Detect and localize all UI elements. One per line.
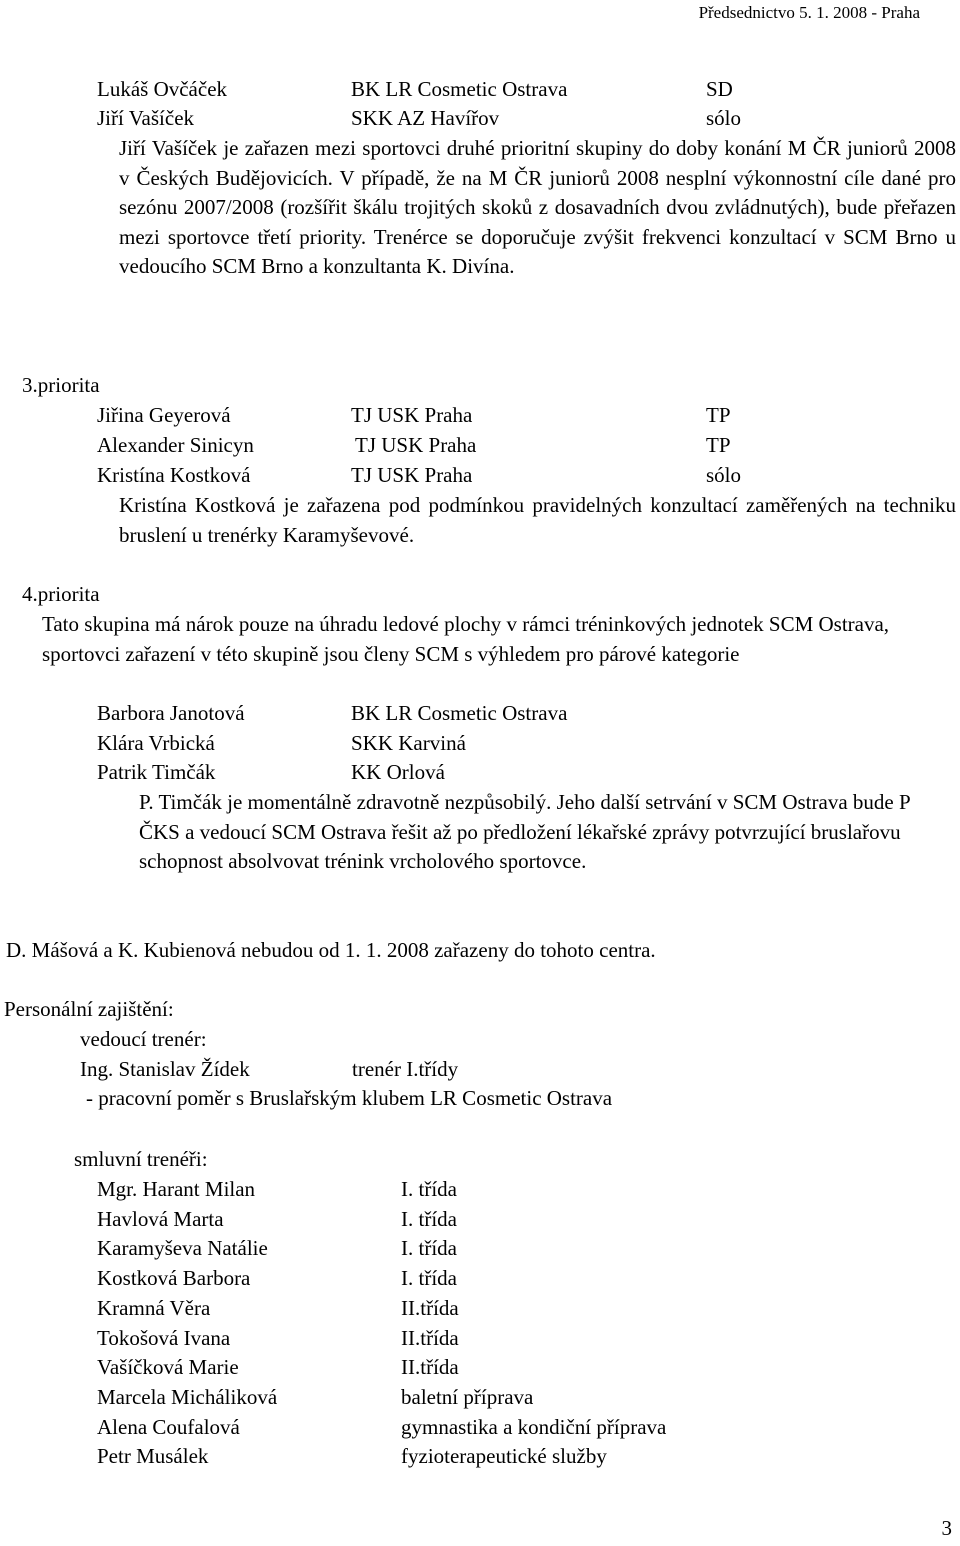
- athlete-name: Kristína Kostková: [97, 463, 251, 487]
- trainer-name: Tokošová Ivana: [97, 1326, 231, 1350]
- trainer-name: Petr Musálek: [97, 1444, 209, 1468]
- athlete-name: Barbora Janotová: [97, 701, 245, 725]
- athlete-club: TJ USK Praha: [351, 403, 473, 427]
- trainer-name: Mgr. Harant Milan: [97, 1177, 256, 1201]
- athlete-club: SKK Karviná: [351, 731, 466, 755]
- trainer-name: Karamyševa Natálie: [97, 1236, 268, 1260]
- removal-note: D. Mášová a K. Kubienová nebudou od 1. 1. 2008 zařazeny do tohoto centra.: [6, 938, 656, 962]
- contract-trainers-label: smluvní trenéři:: [74, 1147, 208, 1171]
- trainer-name: Alena Coufalová: [97, 1415, 240, 1439]
- athlete-name: Lukáš Ovčáček: [97, 77, 228, 101]
- lead-trainer-label: vedoucí trenér:: [80, 1027, 207, 1051]
- athlete-club: TJ USK Praha: [351, 463, 473, 487]
- athlete-name: Jiřina Geyerová: [97, 403, 231, 427]
- athlete-discipline: sólo: [706, 106, 742, 130]
- athlete-discipline: TP: [706, 403, 731, 427]
- trainer-role: II.třída: [401, 1326, 459, 1350]
- athlete-name: Klára Vrbická: [97, 731, 215, 755]
- note-paragraph: Jiří Vašíček je zařazen mezi sportovci druhé prioritní skupiny do doby konání M ČR juniorů 2008 v Českých Budějovicích. V případě, že na M ČR juniorů 2008 nesplní výkonnostní cíle dané pro sezónu 2007/2008 (rozšířit škálu trojitých skoků z dosavadních dvou zvládnutých), bude přeřazen mezi sportovce třetí priority. Trenérce se doporučuje zvýšit frekvenci konzultací v SCM Brno u vedoucího SCM Brno a konzultanta K. Divína.: [119, 136, 956, 279]
- section-title: 4.priorita: [22, 582, 100, 606]
- athlete-discipline: SD: [706, 77, 733, 101]
- lead-trainer-class: trenér I.třídy: [352, 1057, 459, 1081]
- trainer-role: baletní příprava: [401, 1385, 534, 1409]
- trainer-name: Havlová Marta: [97, 1207, 224, 1231]
- trainer-role: I. třída: [401, 1177, 457, 1201]
- trainer-name: Vašíčková Marie: [97, 1355, 239, 1379]
- page-number: 3: [941, 1516, 952, 1540]
- trainer-role: II.třída: [401, 1355, 459, 1379]
- athlete-discipline: TP: [706, 433, 731, 457]
- athlete-name: Jiří Vašíček: [97, 106, 195, 130]
- trainer-role: I. třída: [401, 1207, 457, 1231]
- trainer-name: Kostková Barbora: [97, 1266, 251, 1290]
- note-paragraph: P. Timčák je momentálně zdravotně nezpůsobilý. Jeho další setrvání v SCM Ostrava bude P ČKS a vedoucí SCM Ostrava řešit až po předložení lékařské zprávy potvrzující bruslařovu schopnost absolvovat trénink vrcholového sportovce.: [139, 790, 910, 874]
- page-header: Předsednictvo 5. 1. 2008 - Praha: [698, 3, 920, 22]
- trainer-role: I. třída: [401, 1236, 457, 1260]
- trainer-role: II.třída: [401, 1296, 459, 1320]
- trainer-name: Marcela Micháliková: [97, 1385, 278, 1409]
- lead-trainer-name: Ing. Stanislav Žídek: [80, 1057, 250, 1081]
- intro-paragraph: Tato skupina má nárok pouze na úhradu ledové plochy v rámci tréninkových jednotek SCM Ostrava, sportovci zařazení v této skupině jsou členy SCM s výhledem pro párové kategorie: [42, 612, 890, 666]
- athlete-club: SKK AZ Havířov: [351, 106, 500, 130]
- athlete-club: BK LR Cosmetic Ostrava: [351, 701, 568, 725]
- staff-heading: Personální zajištění:: [4, 997, 174, 1021]
- lead-trainer-employment: - pracovní poměr s Bruslařským klubem LR Cosmetic Ostrava: [86, 1086, 613, 1110]
- trainer-name: Kramná Věra: [97, 1296, 211, 1320]
- athlete-discipline: sólo: [706, 463, 742, 487]
- trainer-role: gymnastika a kondiční příprava: [401, 1415, 667, 1439]
- athlete-club: BK LR Cosmetic Ostrava: [351, 77, 568, 101]
- athlete-name: Patrik Timčák: [97, 760, 216, 784]
- note-paragraph: Kristína Kostková je zařazena pod podmínkou pravidelných konzultací zaměřených na techniku bruslení u trenérky Karamyševové.: [119, 493, 956, 547]
- athlete-club: TJ USK Praha: [355, 433, 477, 457]
- trainer-role: fyzioterapeutické služby: [401, 1444, 607, 1468]
- athlete-club: KK Orlová: [351, 760, 445, 784]
- athlete-name: Alexander Sinicyn: [97, 433, 254, 457]
- trainer-role: I. třída: [401, 1266, 457, 1290]
- section-title: 3.priorita: [22, 373, 100, 397]
